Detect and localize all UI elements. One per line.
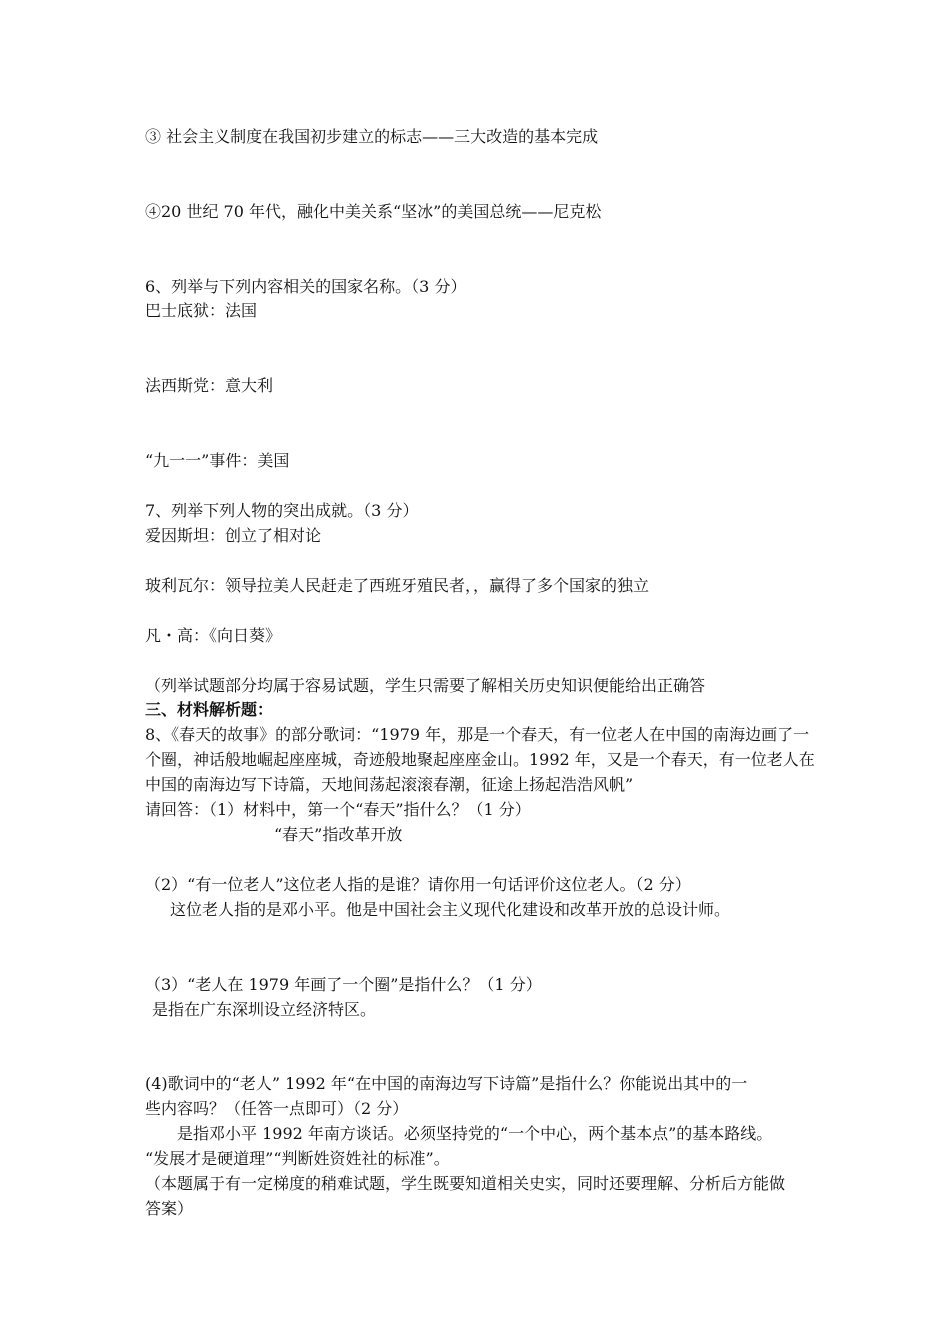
section-3-heading: 三、材料解析题： bbox=[145, 700, 274, 719]
note-analysis-question-line-2: 答案） bbox=[145, 1199, 194, 1218]
item-3-socialist-system: ③ 社会主义制度在我国初步建立的标志——三大改造的基本完成 bbox=[145, 127, 599, 146]
question-8-part-3: （3）“老人在 1979 年画了一个圈”是指什么？（1 分） bbox=[145, 975, 542, 994]
answer-einstein: 爱因斯坦：创立了相对论 bbox=[145, 526, 322, 545]
answer-fascist-party: 法西斯党：意大利 bbox=[145, 376, 274, 395]
question-6-heading: 6、列举与下列内容相关的国家名称。（3 分） bbox=[145, 277, 467, 296]
question-8-material-line-1: 8、《春天的故事》的部分歌词：“1979 年，那是一个春天，有一位老人在中国的南海边画了一 bbox=[145, 725, 810, 744]
answer-8-part-1: “春天”指改革开放 bbox=[274, 825, 403, 844]
question-7-heading: 7、列举下列人物的突出成就。（3 分） bbox=[145, 501, 419, 520]
answer-8-part-2: 这位老人指的是邓小平。他是中国社会主义现代化建设和改革开放的总设计师。 bbox=[170, 900, 731, 919]
answer-bastille: 巴士底狱：法国 bbox=[145, 301, 258, 320]
answer-8-part-4-line-1: 是指邓小平 1992 年南方谈话。必须坚持党的“一个中心，两个基本点”的基本路线。 bbox=[177, 1124, 773, 1143]
question-8-part-4-line-1: (4)歌词中的“老人” 1992 年“在中国的南海边写下诗篇”是指什么？你能说出其中的一 bbox=[145, 1074, 748, 1093]
question-8-material-line-3: 中国的南海边写下诗篇，天地间荡起滚滚春潮，征途上扬起浩浩风帆” bbox=[145, 775, 634, 794]
question-8-material-line-2: 个圈，神话般地崛起座座城，奇迹般地聚起座座金山。1992 年，又是一个春天，有一位老人在 bbox=[145, 750, 815, 769]
answer-bolivar: 玻利瓦尔：领导拉美人民赶走了西班牙殖民者，，赢得了多个国家的独立 bbox=[145, 576, 650, 595]
note-listing-questions: （列举试题部分均属于容易试题，学生只需要了解相关历史知识便能给出正确答 bbox=[145, 676, 706, 695]
answer-van-gogh: 凡・高：《向日葵》 bbox=[145, 626, 282, 645]
answer-8-part-4-line-2: “发展才是硬道理”“判断姓资姓社的标准”。 bbox=[145, 1149, 450, 1168]
question-8-part-1: 请回答：（1）材料中，第一个“春天”指什么？（1 分） bbox=[145, 800, 531, 819]
question-8-part-2: （2）“有一位老人”这位老人指的是谁？请你用一句话评价这位老人。（2 分） bbox=[145, 875, 691, 894]
answer-911: “九一一”事件：美国 bbox=[145, 451, 290, 470]
answer-8-part-3: 是指在广东深圳设立经济特区。 bbox=[152, 1000, 377, 1019]
question-8-part-4-line-2: 些内容吗？（任答一点即可）（2 分） bbox=[145, 1099, 409, 1118]
note-analysis-question-line-1: （本题属于有一定梯度的稍难试题，学生既要知道相关史实，同时还要理解、分析后方能做 bbox=[145, 1174, 786, 1193]
item-4-nixon: ④20 世纪 70 年代，融化中美关系“坚冰”的美国总统——尼克松 bbox=[145, 202, 602, 221]
